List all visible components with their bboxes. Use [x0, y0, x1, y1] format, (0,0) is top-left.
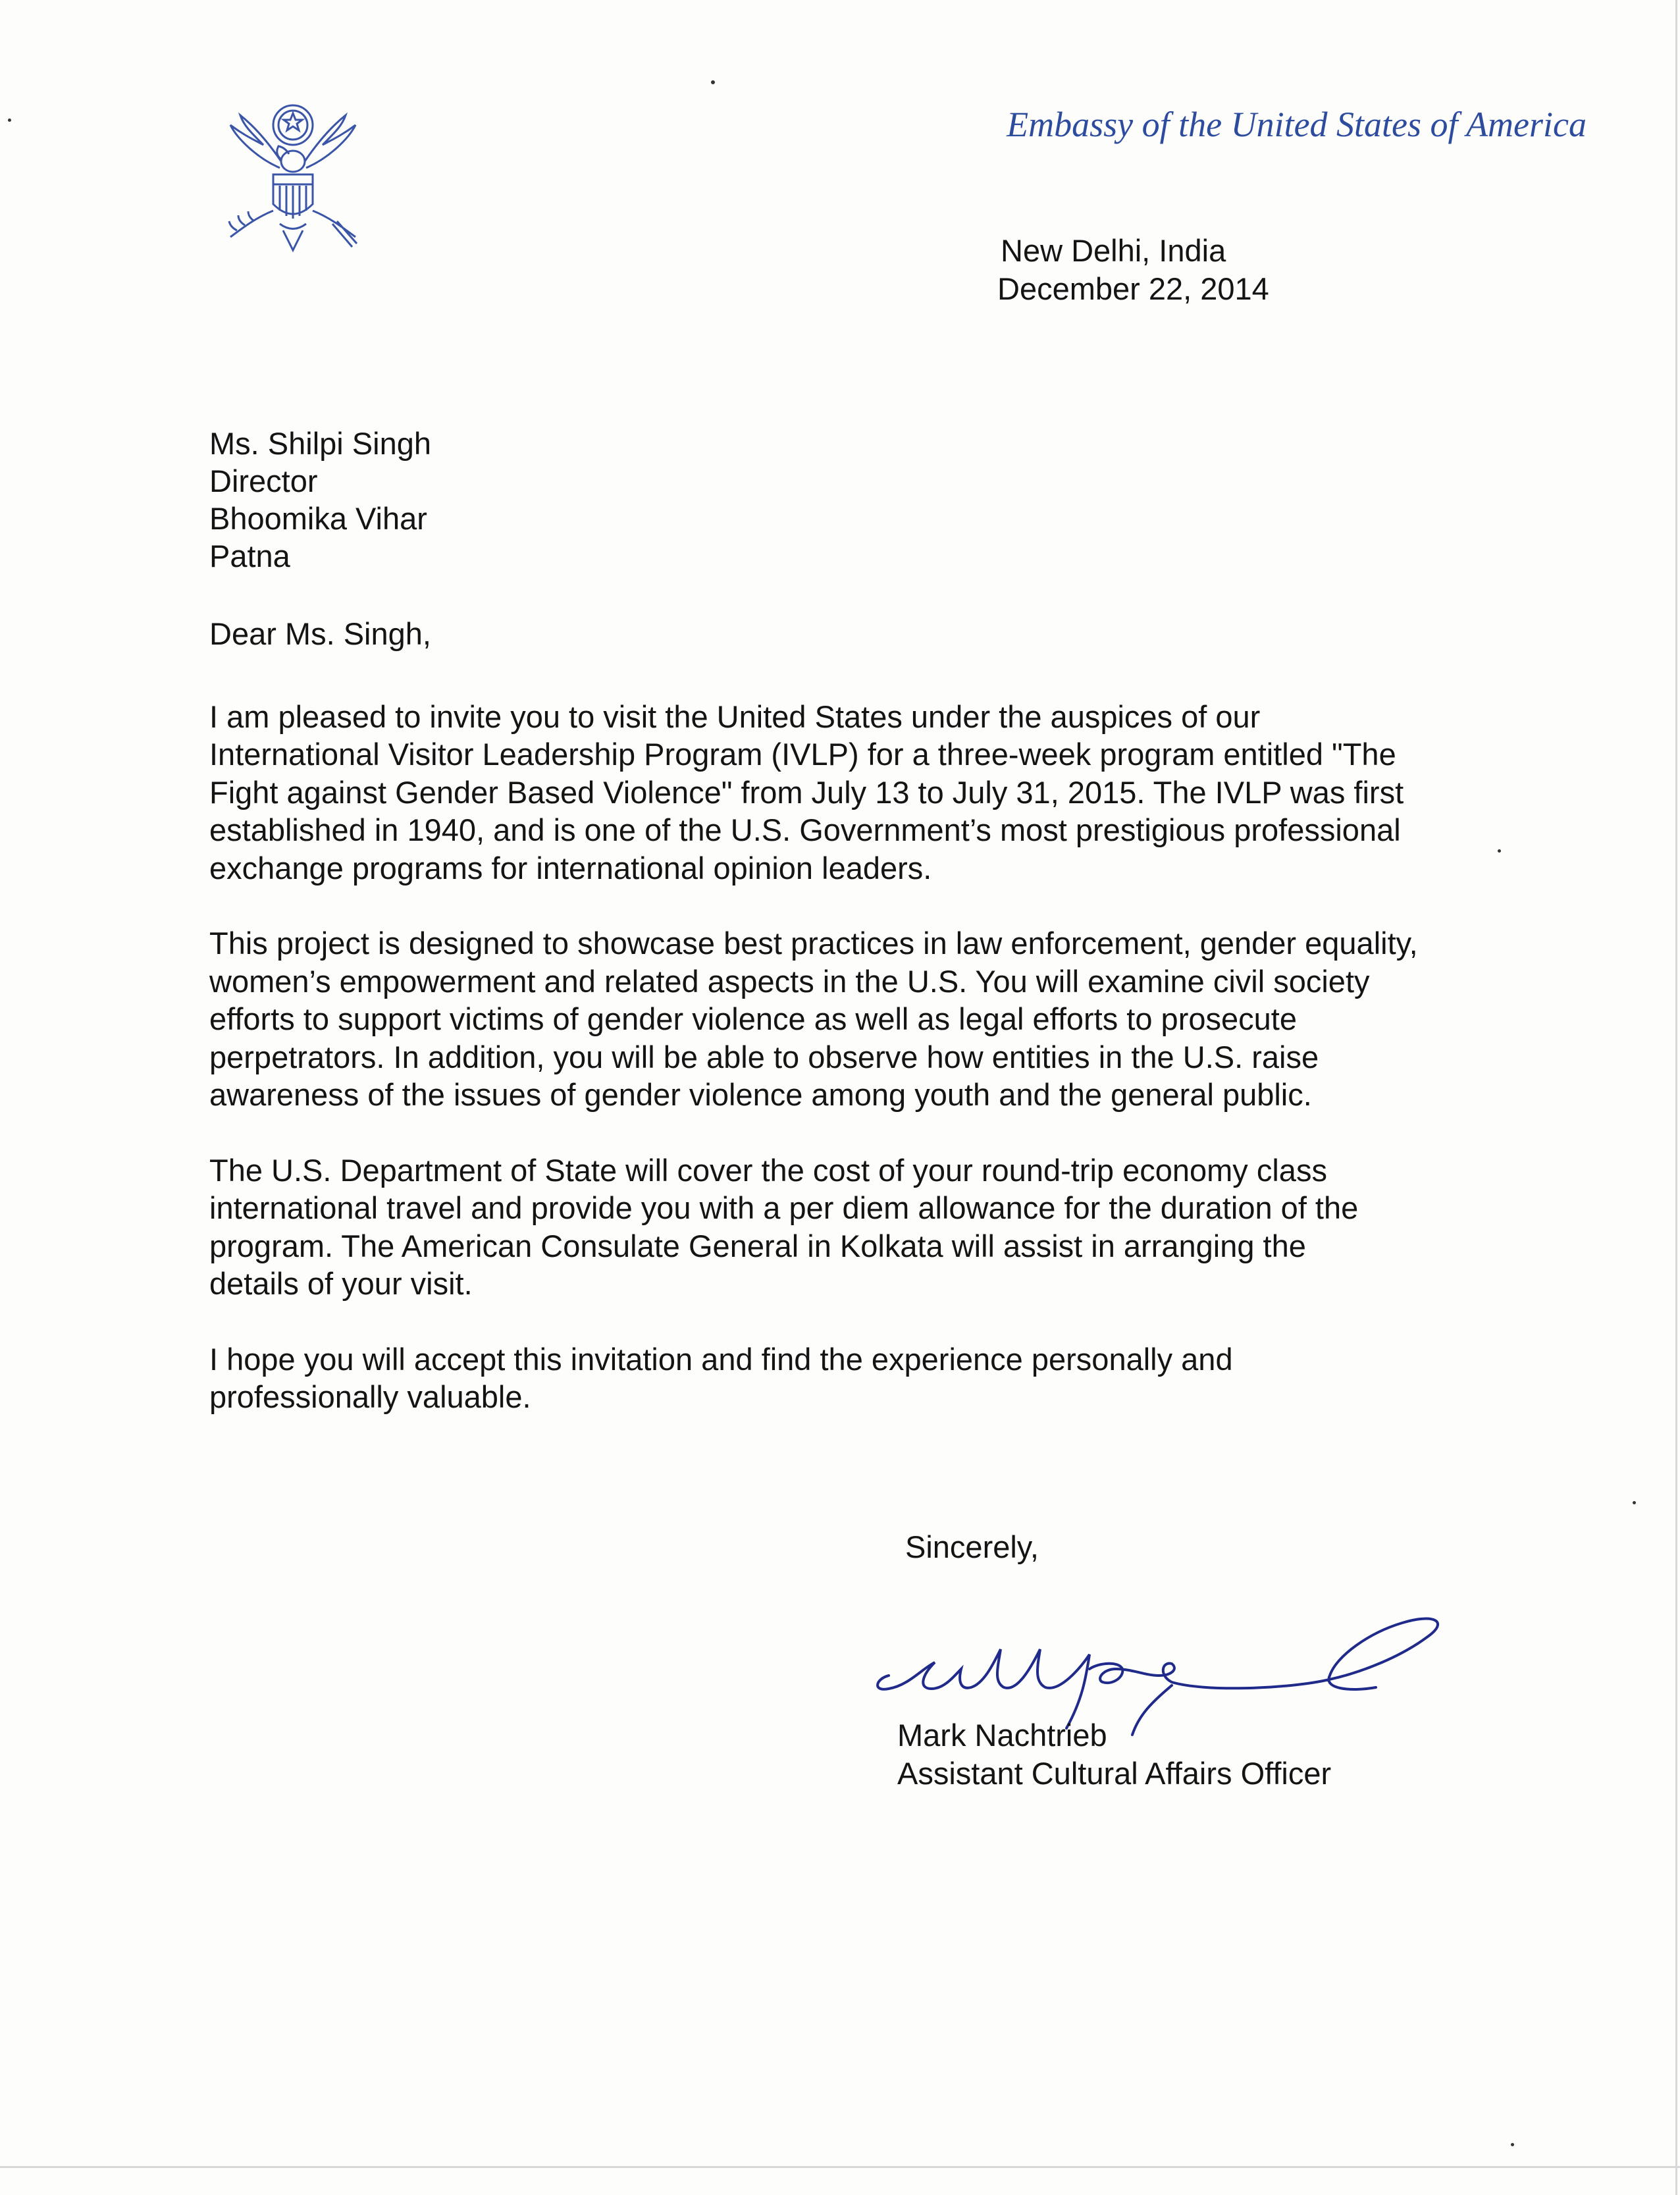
scan-edge-line [0, 2166, 1680, 2168]
scan-speck [8, 119, 11, 122]
scan-speck [1498, 849, 1501, 853]
signer-name: Mark Nachtrieb [897, 1718, 1107, 1753]
great-seal-icon [217, 99, 369, 263]
signer-block [897, 1716, 1331, 1793]
recipient-title: Director [209, 463, 318, 498]
letter-date: December 22, 2014 [997, 271, 1269, 306]
scan-speck [711, 80, 715, 84]
scan-speck [1511, 2143, 1514, 2146]
letter-body [209, 615, 1460, 1454]
scan-edge-line [1675, 0, 1677, 2195]
paragraph: This project is designed to showcase best practices in law enforcement, gender equality, women’s empowerment and related aspects in the U.S. You will examine civil society efforts to support victims of gender violence as well as legal efforts to prosecute perpetrators. In addition, you will be able to observe how entities in the U.S. raise awareness of the issues of gender violence among youth and the general public. [209, 926, 1418, 1112]
paragraph: The U.S. Department of State will cover the cost of your round-trip economy class international travel and provide you with a per diem allowance for the duration of the program. The American Consulate General in Kolkata will assist in arranging the details of your visit. [209, 1152, 1359, 1301]
letterhead-title: Embassy of the United States of America [1007, 105, 1587, 144]
recipient-name: Ms. Shilpi Singh [209, 426, 431, 461]
paragraph: I hope you will accept this invitation and find the experience personally and professionally valuable. [209, 1341, 1233, 1414]
scan-speck [1633, 1501, 1636, 1504]
signer-title: Assistant Cultural Affairs Officer [897, 1756, 1332, 1791]
paragraph: I am pleased to invite you to visit the United States under the auspices of our International Visitor Leadership Program (IVLP) for a three-week program entitled "The Fight against Gender Based Violence" from July 13 to July 31, 2015. The IVLP was first established in 1940, and is one of the U.S. Government’s most prestigious professional exchange programs for international opinion leaders. [209, 699, 1404, 886]
closing: Sincerely, [905, 1529, 1039, 1564]
recipient-city: Patna [209, 539, 290, 573]
salutation: Dear Ms. Singh, [209, 616, 431, 651]
recipient-organization: Bhoomika Vihar [209, 501, 427, 536]
place: New Delhi, India [1001, 233, 1226, 268]
place-date-block [997, 232, 1269, 308]
recipient-address [209, 425, 431, 575]
